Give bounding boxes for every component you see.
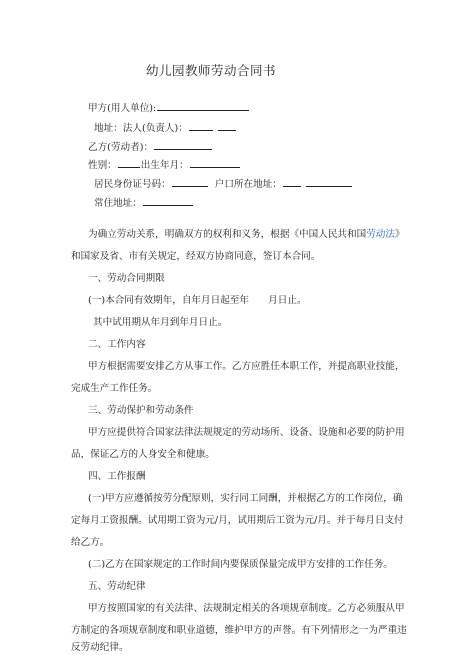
section-1-para-1: (一)本合同有效期年，自年月日起至年 月日止。	[88, 295, 307, 306]
section-3-line-1: 甲方应提供符合国家法律法规规定的劳动场所、设备、设施和必要的防护用	[88, 427, 405, 438]
section-4-line-3: 给乙方。	[71, 537, 110, 548]
residence-blank	[143, 196, 193, 206]
section-2-line-1: 甲方根据需要安排乙方从事工作。乙方应胜任本职工作，并提高职业技能，	[88, 361, 405, 372]
residence-field	[94, 196, 194, 210]
section-4-para-2: (二)乙方在国家规定的工作时间内要保质保量完成甲方安排的工作任务。	[88, 559, 393, 570]
section-4-line-1: (一)甲方应遵循按劳分配原则，实行同工同酬，并根据乙方的工作岗位，确	[88, 493, 403, 504]
intro-text: 为确立劳动关系，明确双方的权利和义务，根据《中国人民共和国	[88, 229, 367, 240]
document-title: 幼儿园教师劳动合同书	[146, 63, 277, 78]
section-1-title: 一、劳动合同期限	[88, 273, 165, 284]
party-b-blank	[154, 140, 212, 150]
party-a-label: 甲方(用人单位):	[88, 103, 157, 114]
section-1-para-2: 其中试用期从年月到年月日止。	[93, 317, 228, 328]
section-5-line-3: 反劳动纪律。	[71, 642, 129, 653]
labor-law-link[interactable]: 劳动法	[366, 229, 395, 240]
intro-close-quote: 》	[395, 229, 405, 240]
address-blank-1	[189, 121, 213, 131]
hukou-blank-1	[283, 177, 301, 187]
birth-label: 出生年月：	[140, 160, 189, 171]
address-blank-2	[218, 121, 236, 131]
id-hukou-field	[94, 177, 353, 191]
section-5-line-2: 方制定的各项规章制度和职业道德，维护甲方的声誉。有下列情形之一为严重违	[71, 625, 407, 636]
section-4-title: 四、工作报酬	[88, 471, 146, 482]
hukou-blank-2	[306, 177, 352, 187]
party-a-blank	[157, 101, 249, 111]
id-label: 居民身份证号码：	[94, 179, 171, 190]
gender-label: 性别：	[88, 160, 117, 171]
address-label: 地址：法人(负责人)：	[94, 123, 188, 134]
section-5-line-1: 甲方按照国家的有关法律、法规制定相关的各项规章制度。乙方必须服从甲	[88, 603, 405, 614]
gender-birth-field	[88, 158, 241, 172]
hukou-label: 户口所在地址：	[214, 179, 282, 190]
intro-line-2: 和国家及省、市有关规定，经双方协商同意，签订本合同。	[71, 251, 321, 262]
section-5-title: 五、劳动纪律	[88, 581, 146, 592]
section-2-line-2: 完成生产工作任务。	[71, 383, 158, 394]
residence-label: 常住地址：	[94, 198, 142, 209]
section-4-line-2: 定每月工资报酬。试用期工资为元/月，试用期后工资为元/月。并于每月日支付	[71, 515, 404, 526]
id-blank	[172, 177, 208, 187]
birth-blank	[190, 158, 240, 168]
intro-line-1	[88, 229, 405, 241]
section-2-title: 二、工作内容	[88, 339, 146, 350]
section-3-line-2: 品，保证乙方的人身安全和健康。	[71, 449, 215, 460]
party-b-field	[88, 140, 213, 154]
gender-blank	[118, 158, 140, 168]
address-field	[94, 121, 237, 135]
party-a-field	[88, 101, 250, 115]
section-3-title: 三、劳动保护和劳动条件	[88, 405, 194, 416]
party-b-label: 乙方(劳动者)：	[88, 142, 154, 153]
